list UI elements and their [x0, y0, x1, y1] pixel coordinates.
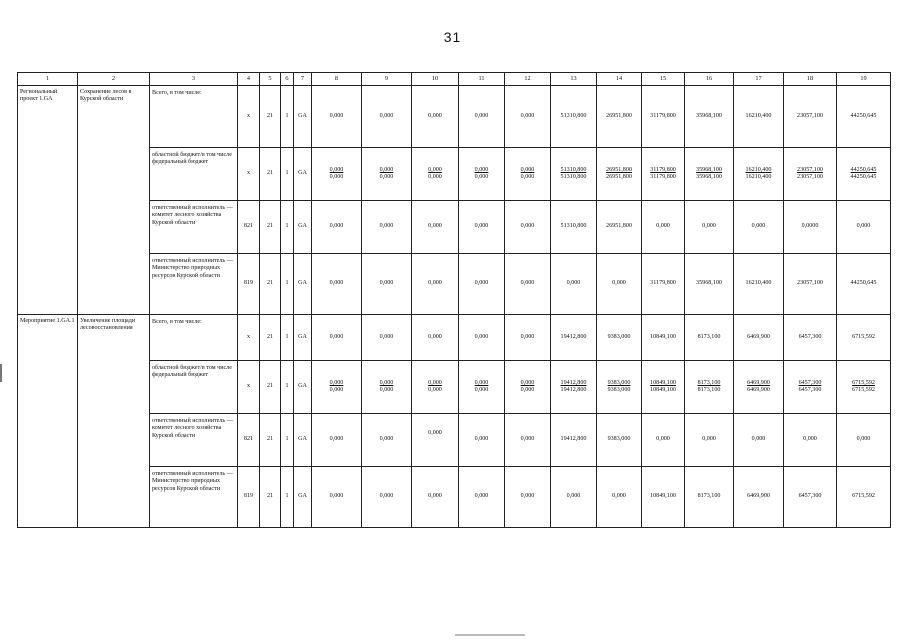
- value-cell: 0,000: [312, 414, 362, 467]
- project-description: Увеличение площади лесовосстановления: [78, 315, 150, 528]
- value-pair-cell: [642, 361, 685, 414]
- code-cell: 1: [281, 361, 294, 414]
- federal-value: 10849,100: [650, 387, 676, 393]
- value-cell: 0,000: [505, 254, 551, 315]
- regional-value: 6457,300: [798, 379, 822, 386]
- value-cell: 8173,100: [685, 315, 734, 361]
- regional-value: 44250,645: [850, 166, 877, 173]
- regional-value: 9383,000: [607, 379, 631, 386]
- value-cell: 0,000: [597, 467, 642, 528]
- value-pair-cell: [734, 361, 784, 414]
- value-cell: 0,000: [642, 414, 685, 467]
- value-cell: 16210,400: [734, 86, 784, 148]
- value-cell: [412, 414, 459, 467]
- value-pair-cell: [312, 361, 362, 414]
- funding-source: ответственный исполнитель — Министерство природных ресурсов Курской области: [150, 467, 238, 528]
- value-pair-cell: [784, 361, 837, 414]
- value-pair-cell: [642, 148, 685, 201]
- value-cell: 0,000: [412, 315, 459, 361]
- code-cell: 21: [260, 361, 281, 414]
- regional-value: 0,000: [379, 379, 394, 386]
- value-pair-cell: [837, 148, 891, 201]
- value-pair-cell: [685, 148, 734, 201]
- value-cell: 0,000: [784, 414, 837, 467]
- regional-value: 10849,100: [650, 379, 676, 386]
- scan-smudge: [455, 634, 525, 636]
- federal-value: 0,000: [379, 174, 394, 180]
- value-cell: 6469,900: [734, 315, 784, 361]
- header-cell: 11: [459, 73, 505, 86]
- value-cell: 0,000: [312, 315, 362, 361]
- code-cell: 1: [281, 148, 294, 201]
- code-cell: 21: [260, 201, 281, 254]
- funding-source: ответственный исполнитель — комитет лесного хозяйства Курской области: [150, 414, 238, 467]
- page-number: 31: [443, 29, 462, 45]
- value-pair-cell: [734, 148, 784, 201]
- header-cell: 12: [505, 73, 551, 86]
- value-cell: 0,000: [734, 201, 784, 254]
- federal-value: 6715,592: [852, 387, 875, 393]
- code-cell: 21: [260, 148, 281, 201]
- code-cell: x: [238, 315, 260, 361]
- value-cell: 9383,000: [597, 315, 642, 361]
- federal-value: 16210,400: [745, 174, 772, 180]
- regional-value: 0,000: [474, 166, 489, 173]
- value-pair-cell: [837, 361, 891, 414]
- regional-value: 19412,800: [560, 379, 587, 386]
- value-cell: 0,000: [505, 414, 551, 467]
- code-cell: GA: [294, 148, 312, 201]
- federal-value: 23057,100: [797, 174, 823, 180]
- value-cell: 0,000: [412, 254, 459, 315]
- header-cell: 5: [260, 73, 281, 86]
- value-cell: 0,000: [362, 414, 412, 467]
- value-cell: 23057,100: [784, 86, 837, 148]
- federal-value: 6457,300: [798, 387, 822, 393]
- header-cell: 4: [238, 73, 260, 86]
- regional-value: 23057,100: [797, 166, 823, 173]
- value-cell: 0,000: [459, 86, 505, 148]
- regional-value: 6715,592: [852, 379, 875, 386]
- regional-value: 0,000: [520, 379, 535, 386]
- federal-value: 0,000: [329, 387, 344, 393]
- value-cell: 0,000: [459, 467, 505, 528]
- table-row: [18, 86, 891, 148]
- federal-value: 8173,100: [697, 387, 721, 393]
- header-cell: 8: [312, 73, 362, 86]
- value-cell: 0,000: [459, 315, 505, 361]
- federal-value: 26951,800: [606, 174, 632, 180]
- value-cell: 10849,100: [642, 315, 685, 361]
- code-cell: GA: [294, 361, 312, 414]
- regional-value: 16210,400: [745, 166, 772, 173]
- value-pair-cell: [362, 361, 412, 414]
- value-cell: 6715,592: [837, 467, 891, 528]
- code-cell: 821: [238, 201, 260, 254]
- code-cell: GA: [294, 201, 312, 254]
- federal-value: 9383,000: [607, 387, 631, 393]
- value-cell: 31179,800: [642, 254, 685, 315]
- value-pair-cell: [459, 361, 505, 414]
- value-pair-cell: [505, 361, 551, 414]
- code-cell: 1: [281, 254, 294, 315]
- value-cell: 26951,800: [597, 201, 642, 254]
- funding-source: областной бюджет/в том числе федеральный бюджет: [150, 148, 238, 201]
- code-cell: 821: [238, 414, 260, 467]
- value-cell: 6469,900: [734, 467, 784, 528]
- federal-value: 35968,100: [696, 174, 722, 180]
- regional-value: 31179,800: [650, 166, 676, 173]
- header-cell: 15: [642, 73, 685, 86]
- header-cell: 18: [784, 73, 837, 86]
- funding-source: областной бюджет/в том числе федеральный бюджет: [150, 361, 238, 414]
- header-cell: 9: [362, 73, 412, 86]
- value-cell: 19412,800: [551, 315, 597, 361]
- value-cell: 9383,000: [597, 414, 642, 467]
- code-cell: 819: [238, 467, 260, 528]
- value-cell: 0,000: [685, 414, 734, 467]
- regional-value: 0,000: [379, 166, 394, 173]
- value-cell: 0,000: [597, 254, 642, 315]
- federal-value: 0,000: [474, 387, 489, 393]
- value-cell: 44250,645: [837, 86, 891, 148]
- value-cell: 6457,300: [784, 315, 837, 361]
- federal-value: 51310,800: [560, 174, 587, 180]
- header-cell: 2: [78, 73, 150, 86]
- funding-source: Всего, в том числе:: [150, 315, 238, 361]
- code-cell: 1: [281, 201, 294, 254]
- header-cell: 13: [551, 73, 597, 86]
- regional-value: 0,000: [474, 379, 489, 386]
- value-cell: 0,000: [312, 254, 362, 315]
- value-cell: 0,000: [362, 86, 412, 148]
- value-cell: 0,000: [362, 467, 412, 528]
- value-cell: 0,000: [362, 201, 412, 254]
- budget-table: [17, 72, 891, 528]
- value-cell: 31179,800: [642, 86, 685, 148]
- regional-value: 26951,800: [606, 166, 632, 173]
- code-cell: 1: [281, 86, 294, 148]
- value-cell: 0,000: [312, 467, 362, 528]
- federal-value: 6469,900: [747, 387, 770, 393]
- value-pair-cell: [551, 148, 597, 201]
- value-pair-cell: [412, 361, 459, 414]
- code-cell: 21: [260, 86, 281, 148]
- value-cell: 6457,300: [784, 467, 837, 528]
- federal-value: 0,000: [329, 174, 344, 180]
- value-pair-cell: [459, 148, 505, 201]
- value-cell: 19412,800: [551, 414, 597, 467]
- code-cell: GA: [294, 254, 312, 315]
- value-cell: 51310,800: [551, 86, 597, 148]
- code-cell: GA: [294, 414, 312, 467]
- header-cell: 3: [150, 73, 238, 86]
- regional-value: 0,000: [520, 166, 535, 173]
- code-cell: x: [238, 148, 260, 201]
- value-pair-cell: [597, 148, 642, 201]
- regional-value: 0,000: [428, 166, 442, 173]
- code-cell: 1: [281, 414, 294, 467]
- project-description: Сохранение лесов в Курской области: [78, 86, 150, 315]
- funding-source: ответственный исполнитель — Министерство природных ресурсов Курской области: [150, 254, 238, 315]
- value-pair-cell: [362, 148, 412, 201]
- value-cell: 6715,592: [837, 315, 891, 361]
- regional-value: 0,000: [329, 379, 344, 386]
- value-pair-cell: [784, 148, 837, 201]
- value-cell: 0,000: [412, 467, 459, 528]
- value-cell: 0,000: [505, 201, 551, 254]
- code-cell: 819: [238, 254, 260, 315]
- code-cell: 21: [260, 315, 281, 361]
- value-cell: 0,000: [459, 254, 505, 315]
- value-cell: 0,000: [505, 467, 551, 528]
- value-cell: 23057,100: [784, 254, 837, 315]
- federal-value: 0,000: [428, 387, 442, 393]
- code-cell: 21: [260, 254, 281, 315]
- value-cell: 0,000: [505, 86, 551, 148]
- federal-value: 0,000: [428, 174, 442, 180]
- value-cell: 0,000: [734, 414, 784, 467]
- project-name: Мероприятие 1.GA.1: [18, 315, 78, 528]
- code-cell: x: [238, 361, 260, 414]
- value-cell: 51310,800: [551, 201, 597, 254]
- table-row: [18, 315, 891, 361]
- value-pair-cell: [597, 361, 642, 414]
- value-cell: 0,000: [685, 201, 734, 254]
- value-cell: 0,000: [837, 201, 891, 254]
- value-cell: 10849,100: [642, 467, 685, 528]
- value-cell: 0,000: [642, 201, 685, 254]
- code-cell: 21: [260, 414, 281, 467]
- value-cell: 0,000: [837, 414, 891, 467]
- value-cell: 0,000: [459, 201, 505, 254]
- value-cell: 0,000: [551, 254, 597, 315]
- header-cell: 10: [412, 73, 459, 86]
- federal-value: 0,000: [379, 387, 394, 393]
- regional-value: 51310,800: [560, 166, 587, 173]
- value-pair-cell: [685, 361, 734, 414]
- value-pair-cell: [312, 148, 362, 201]
- value-pair-cell: [551, 361, 597, 414]
- value-cell: 0,000: [412, 201, 459, 254]
- value-cell: 44250,645: [837, 254, 891, 315]
- value-cell: 0,000: [362, 315, 412, 361]
- value-cell: 0,000: [312, 86, 362, 148]
- value-cell: 0,000: [412, 86, 459, 148]
- funding-source: Всего, в том числе:: [150, 86, 238, 148]
- value-cell: 35968,100: [685, 254, 734, 315]
- regional-value: 0,000: [329, 166, 344, 173]
- federal-value: 0,000: [520, 174, 535, 180]
- header-cell: 16: [685, 73, 734, 86]
- header-cell: 14: [597, 73, 642, 86]
- value-pair-cell: [412, 148, 459, 201]
- value-cell: 16210,400: [734, 254, 784, 315]
- value-cell: 0,000: [505, 315, 551, 361]
- value-cell: 0,000: [312, 201, 362, 254]
- code-cell: 21: [260, 467, 281, 528]
- value-cell: 26951,800: [597, 86, 642, 148]
- regional-value: 0,000: [428, 379, 442, 386]
- code-cell: GA: [294, 315, 312, 361]
- federal-value: 0,000: [474, 174, 489, 180]
- project-name: Региональный проект 1.GA: [18, 86, 78, 315]
- value-cell: 0,0000: [784, 201, 837, 254]
- header-cell: 1: [18, 73, 78, 86]
- header-cell: 19: [837, 73, 891, 86]
- regional-value: 6469,900: [747, 379, 770, 386]
- code-cell: x: [238, 86, 260, 148]
- value-pair-cell: [505, 148, 551, 201]
- funding-source: ответственный исполнитель — комитет лесного хозяйства Курской области: [150, 201, 238, 254]
- value-cell: 0,000: [459, 414, 505, 467]
- value-text: 0,000: [428, 430, 442, 437]
- code-cell: GA: [294, 467, 312, 528]
- code-cell: 1: [281, 467, 294, 528]
- value-cell: 0,000: [362, 254, 412, 315]
- value-cell: 8173,100: [685, 467, 734, 528]
- value-cell: 35968,100: [685, 86, 734, 148]
- code-cell: 1: [281, 315, 294, 361]
- header-cell: 17: [734, 73, 784, 86]
- header-row: [18, 73, 891, 86]
- value-cell: 0,000: [551, 467, 597, 528]
- regional-value: 35968,100: [696, 166, 722, 173]
- federal-value: 19412,800: [560, 387, 587, 393]
- header-cell: 7: [294, 73, 312, 86]
- federal-value: 0,000: [520, 387, 535, 393]
- federal-value: 31179,800: [650, 174, 676, 180]
- header-cell: 6: [281, 73, 294, 86]
- federal-value: 44250,645: [850, 174, 877, 180]
- scan-mark: [0, 364, 2, 382]
- code-cell: GA: [294, 86, 312, 148]
- regional-value: 8173,100: [697, 379, 721, 386]
